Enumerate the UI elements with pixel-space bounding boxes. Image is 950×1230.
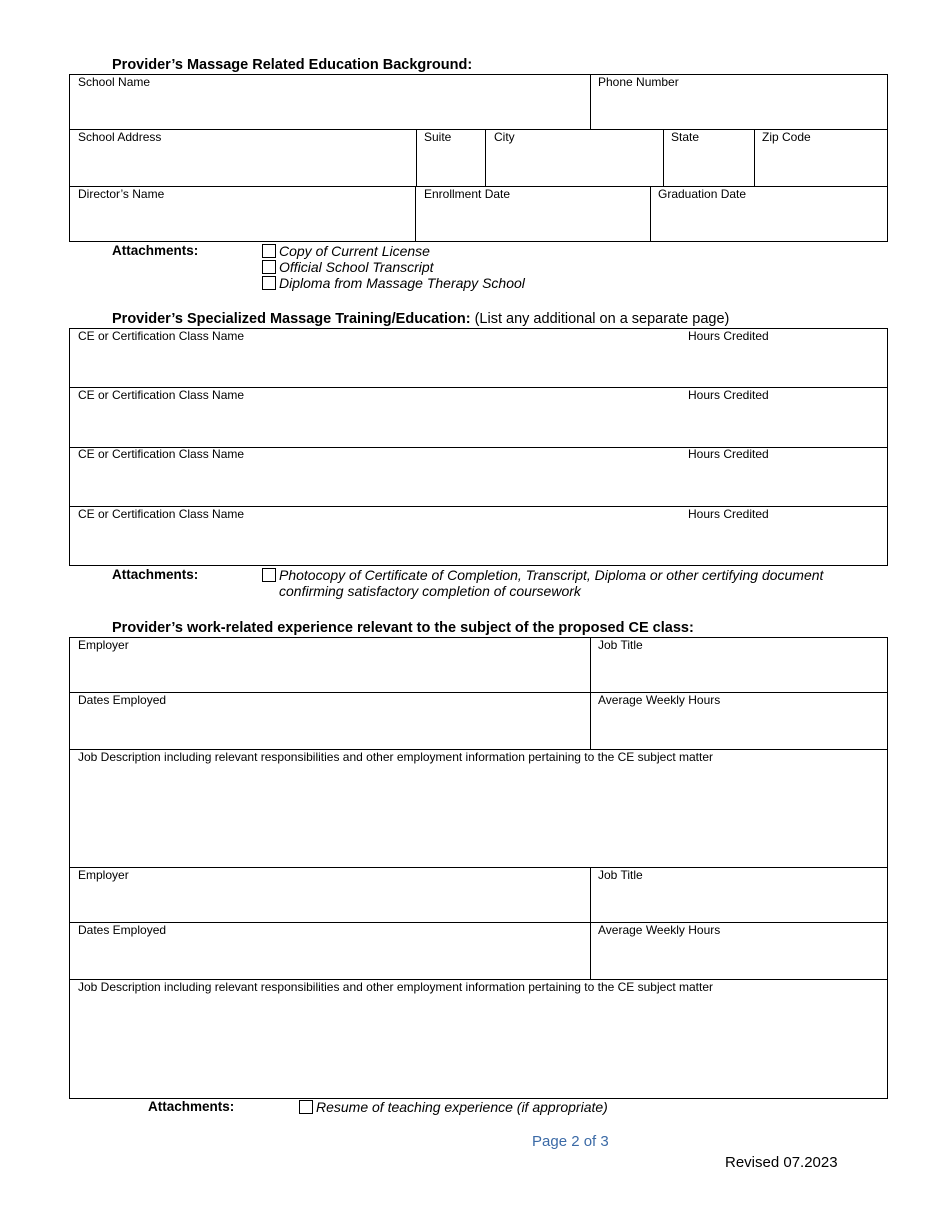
dates-employed-field[interactable]: Dates Employed xyxy=(78,923,167,937)
page-number: Page 2 of 3 xyxy=(532,1133,609,1150)
training-section-title xyxy=(112,311,729,327)
job-title-field[interactable]: Job Title xyxy=(598,868,643,882)
average-weekly-hours-field[interactable]: Average Weekly Hours xyxy=(598,923,721,937)
ce-class-name-field[interactable]: CE or Certification Class Name xyxy=(78,447,245,461)
zip-code-field[interactable]: Zip Code xyxy=(762,130,811,144)
ce-class-name-field[interactable]: CE or Certification Class Name xyxy=(78,329,245,343)
education-attachments-label: Attachments: xyxy=(112,243,199,258)
ce-class-name-field[interactable]: CE or Certification Class Name xyxy=(78,388,245,402)
hours-credited-field[interactable]: Hours Credited xyxy=(688,388,769,402)
average-weekly-hours-field[interactable]: Average Weekly Hours xyxy=(598,693,721,707)
attachment-resume-row[interactable] xyxy=(299,1099,608,1115)
job-description-field[interactable]: Job Description including relevant responsibilities and other employment information pertaining to the CE subject matter xyxy=(78,750,713,764)
checkbox-icon[interactable] xyxy=(262,276,276,290)
dates-employed-field[interactable]: Dates Employed xyxy=(78,693,167,707)
checkbox-icon[interactable] xyxy=(262,260,276,274)
checkbox-icon[interactable] xyxy=(262,244,276,258)
attachment-resume-label: Resume of teaching experience (if appropriate) xyxy=(316,1099,608,1115)
attachment-transcript-row[interactable] xyxy=(262,259,434,275)
attachment-diploma-row[interactable] xyxy=(262,275,525,291)
phone-number-field[interactable]: Phone Number xyxy=(598,75,679,89)
employer-field[interactable]: Employer xyxy=(78,638,129,652)
school-address-field[interactable]: School Address xyxy=(78,130,162,144)
ce-class-name-field[interactable]: CE or Certification Class Name xyxy=(78,507,245,521)
enrollment-date-field[interactable]: Enrollment Date xyxy=(424,187,511,201)
directors-name-field[interactable]: Director’s Name xyxy=(78,187,165,201)
attachment-license-label: Copy of Current License xyxy=(279,243,430,259)
hours-credited-field[interactable]: Hours Credited xyxy=(688,507,769,521)
attachment-certificate-label: Photocopy of Certificate of Completion, Transcript, Diploma or other certifying document confirming satisfactory completion of coursework xyxy=(279,567,824,599)
hours-credited-field[interactable]: Hours Credited xyxy=(688,447,769,461)
state-field[interactable]: State xyxy=(671,130,700,144)
hours-credited-field[interactable]: Hours Credited xyxy=(688,329,769,343)
attachment-diploma-label: Diploma from Massage Therapy School xyxy=(279,275,525,291)
checkbox-icon[interactable] xyxy=(262,568,276,582)
training-title-bold: Provider’s Specialized Massage Training/Education: xyxy=(112,311,471,327)
experience-section-title: Provider’s work-related experience relevant to the subject of the proposed CE class: xyxy=(112,620,694,636)
job-description-field[interactable]: Job Description including relevant responsibilities and other employment information pertaining to the CE subject matter xyxy=(78,980,713,994)
checkbox-icon[interactable] xyxy=(299,1100,313,1114)
experience-attachments-label: Attachments: xyxy=(148,1099,235,1114)
attachment-transcript-label: Official School Transcript xyxy=(279,259,434,275)
city-field[interactable]: City xyxy=(494,130,515,144)
education-section-title: Provider’s Massage Related Education Background: xyxy=(112,57,473,73)
revised-date: Revised 07.2023 xyxy=(725,1154,838,1171)
job-title-field[interactable]: Job Title xyxy=(598,638,643,652)
attachment-license-row[interactable] xyxy=(262,243,430,259)
employer-field[interactable]: Employer xyxy=(78,868,129,882)
school-name-field[interactable]: School Name xyxy=(78,75,151,89)
graduation-date-field[interactable]: Graduation Date xyxy=(658,187,747,201)
training-title-note: (List any additional on a separate page) xyxy=(470,311,730,327)
training-attachments-label: Attachments: xyxy=(112,567,199,582)
attachment-certificate-row[interactable] xyxy=(262,567,837,599)
suite-field[interactable]: Suite xyxy=(424,130,452,144)
